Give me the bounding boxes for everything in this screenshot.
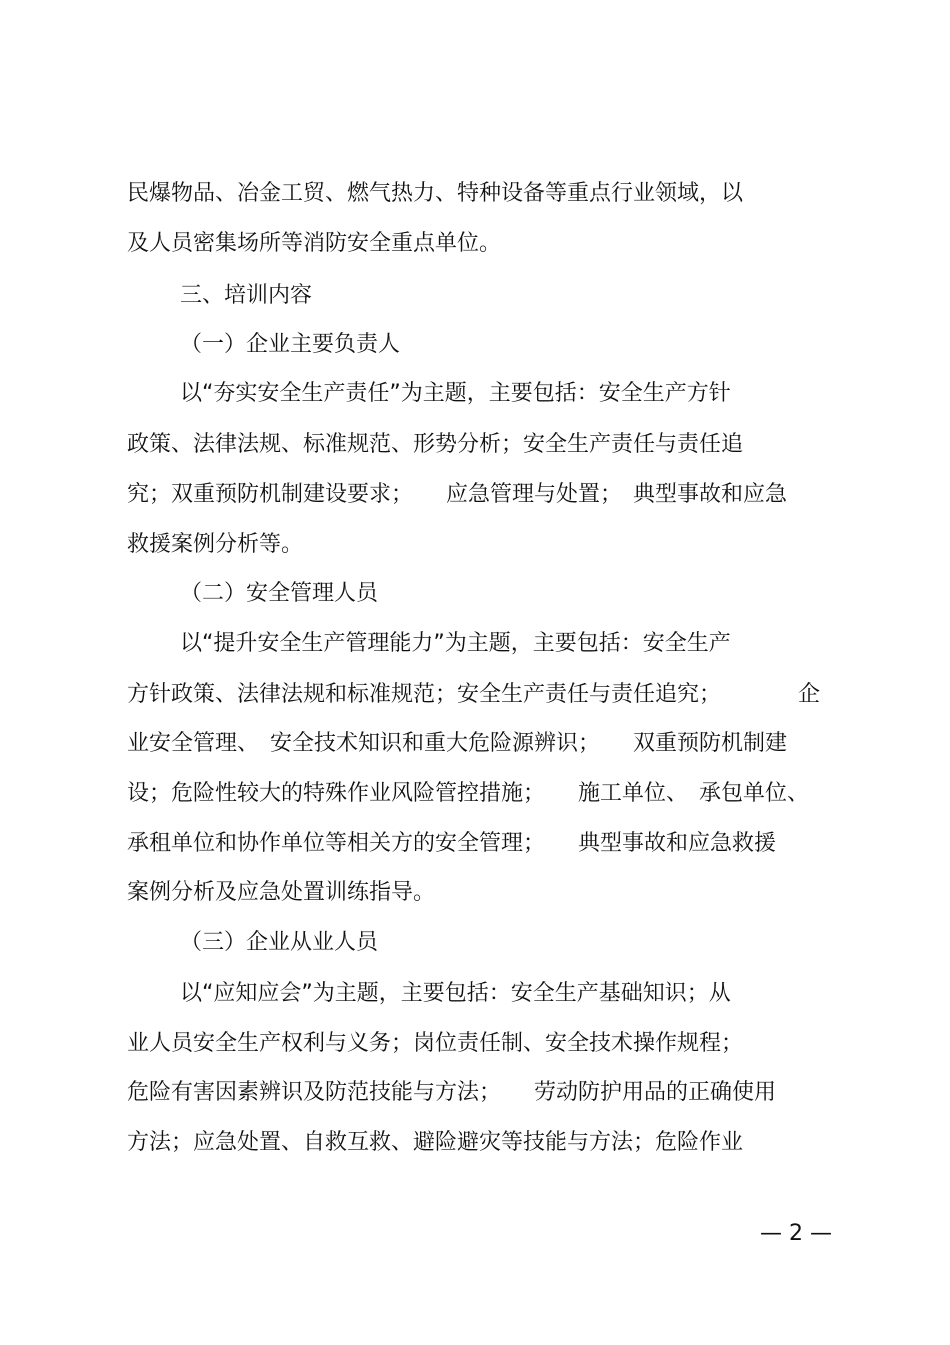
body-text-line: 民爆物品、冶金工贸、燃气热力、特种设备等重点行业领域，以 — [127, 181, 744, 206]
page-number: — 2 — — [760, 1221, 832, 1246]
body-text-line: 以“提升安全生产管理能力”为主题，主要包括：安全生产 — [180, 631, 731, 656]
body-text-line: 及人员密集场所等消防安全重点单位。 — [127, 231, 502, 256]
body-text-line: 案例分析及应急处置训练指导。 — [127, 880, 436, 905]
body-text-line: 危险有害因素辨识及防范技能与方法； 劳动防护用品的正确使用 — [127, 1080, 777, 1105]
subsection-heading: （二）安全管理人员 — [180, 581, 379, 606]
body-text-line: 设；危险性较大的特殊作业风险管控措施； 施工单位、 承包单位、 — [127, 781, 810, 806]
body-text-line: 以“应知应会”为主题，主要包括：安全生产基础知识；从 — [180, 981, 731, 1006]
body-text-line: 政策、法律法规、标准规范、形势分析；安全生产责任与责任追 — [127, 432, 744, 457]
body-text-line: 承租单位和协作单位等相关方的安全管理； 典型事故和应急救援 — [127, 831, 777, 856]
body-text-line: 业人员安全生产权利与义务；岗位责任制、安全技术操作规程； — [127, 1031, 744, 1056]
subsection-heading: （三）企业从业人员 — [180, 930, 379, 955]
body-text-line: 以“夯实安全生产责任”为主题，主要包括：安全生产方针 — [180, 381, 731, 406]
body-text-line: 业安全管理、 安全技术知识和重大危险源辨识； 双重预防机制建 — [127, 731, 788, 756]
body-text-line: 方法；应急处置、自救互救、避险避灾等技能与方法；危险作业 — [127, 1130, 744, 1155]
body-text-line: 究；双重预防机制建设要求； 应急管理与处置； 典型事故和应急 — [127, 482, 788, 507]
body-text-line: 救援案例分析等。 — [127, 532, 304, 557]
subsection-heading: （一）企业主要负责人 — [180, 332, 401, 357]
body-text-line: 方针政策、法律法规和标准规范；安全生产责任与责任追究； 企 — [127, 682, 821, 707]
section-heading: 三、培训内容 — [180, 283, 313, 308]
